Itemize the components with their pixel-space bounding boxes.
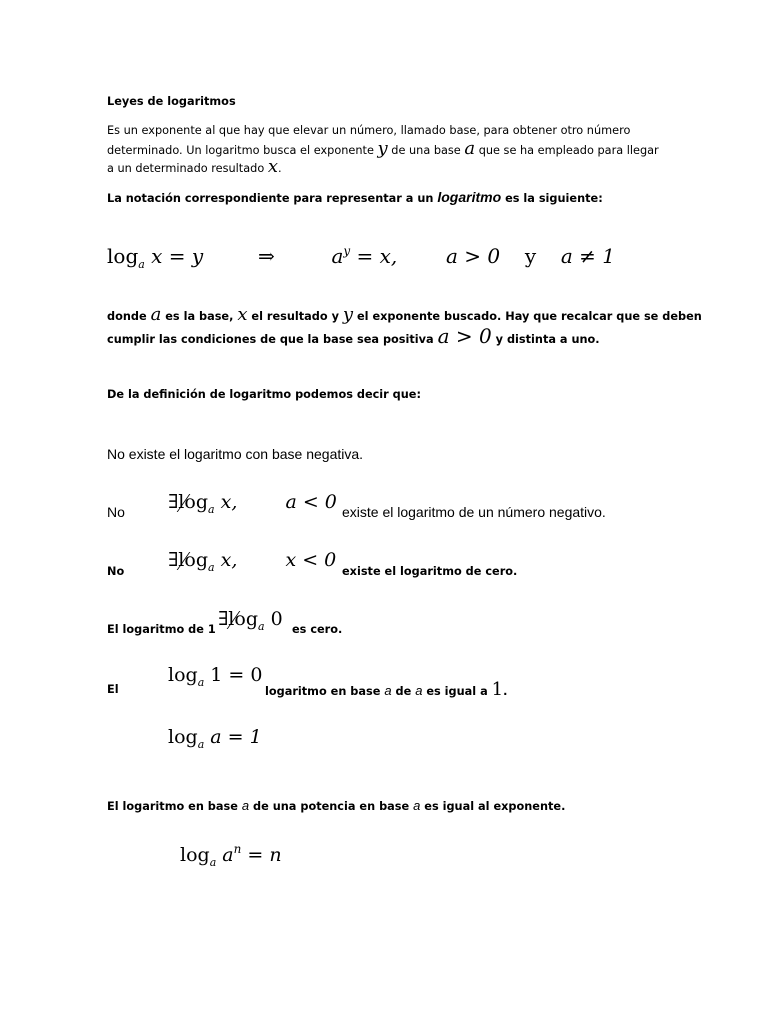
- intro-text-4: que se ha empleado para llegar: [478, 144, 659, 157]
- rule-power-line: [107, 797, 565, 816]
- notation-text-after: es la siguiente:: [505, 192, 603, 205]
- main-pow-rest: = x,: [356, 244, 398, 268]
- explanation-var-y: y: [342, 304, 354, 325]
- formula-not-exists-log-2: ∃log: [168, 549, 208, 571]
- rule-one-desc: es cero.: [292, 623, 343, 636]
- formula-not-exists-log-3: ∃log: [218, 608, 258, 630]
- formula-log-a-log: log: [168, 726, 198, 748]
- main-log: log: [107, 244, 139, 268]
- rule-power-text-1: El logaritmo en base: [107, 800, 238, 813]
- rule-base-text-1: logaritmo en base: [265, 685, 381, 698]
- no-label-2: No: [107, 565, 125, 578]
- main-lhs: x = y: [151, 244, 204, 268]
- explanation-line-1: [107, 306, 702, 326]
- no-label-1: No: [107, 504, 125, 520]
- rule-zero-text: [342, 563, 517, 581]
- title-text: Leyes de logaritmos: [107, 95, 236, 108]
- rule-base-a-1: a: [384, 683, 392, 698]
- rule-zero-desc: existe el logaritmo de cero.: [342, 565, 518, 578]
- definition-intro: [107, 386, 421, 404]
- var-x: x: [267, 156, 278, 177]
- definition-intro-text: De la definición de logaritmo podemos decir que:: [107, 388, 421, 401]
- formula-base-2: a: [208, 561, 215, 574]
- rule-base-one: 1: [491, 679, 504, 700]
- rule-base-el-text: El: [107, 683, 119, 696]
- rule-one-label-text: El logaritmo de 1: [107, 623, 216, 636]
- rule-power-a-2: a: [413, 798, 421, 813]
- rule-zero-no: [107, 563, 124, 581]
- formula-base-1: a: [208, 503, 215, 516]
- notation-line: [107, 188, 603, 208]
- rule-power-text-2: de una potencia en base: [253, 800, 410, 813]
- rule-one-text: [292, 621, 342, 639]
- explanation-var-a: a: [150, 304, 162, 325]
- formula-log-1: [168, 664, 262, 689]
- main-and: y: [524, 244, 537, 268]
- intro-text-1: Es un exponente al que hay que elevar un número, llamado base, para obtener otro número: [107, 124, 631, 137]
- formula-power-pow: a: [222, 844, 234, 866]
- main-pow-base: a: [331, 244, 344, 268]
- main-cond-2: a ≠ 1: [560, 244, 615, 268]
- explanation-text-2: es la base,: [165, 310, 234, 323]
- notation-text-before: La notación correspondiente para representar a un: [107, 192, 434, 205]
- intro-text-5: a un determinado resultado: [107, 162, 265, 175]
- formula-negative-number: [168, 491, 337, 516]
- formula-zero: [168, 549, 336, 574]
- rule-base-end: .: [503, 685, 508, 698]
- rule-negative-number-no: [107, 504, 125, 520]
- rule-base-el: [107, 681, 119, 699]
- explanation-text-5: cumplir las condiciones de que la base sea positiva: [107, 333, 434, 346]
- rule-negative-number-text: [342, 504, 606, 520]
- formula-not-exists-log-1: ∃log: [168, 491, 208, 513]
- intro-line-1: [107, 121, 630, 140]
- rule-one-label: [107, 621, 216, 639]
- formula-log-a: [168, 726, 262, 751]
- page-title: [107, 93, 236, 111]
- var-a: a: [464, 138, 476, 159]
- notation-keyword: logaritmo: [437, 189, 502, 205]
- formula-power: [180, 842, 282, 869]
- rule-negative-base-text: No existe el logaritmo con base negativa.: [107, 446, 364, 462]
- rule-negative-base: [107, 446, 363, 462]
- formula-arg-3: 0: [270, 608, 283, 630]
- formula-condition-1: a < 0: [285, 491, 337, 513]
- formula-arg-1: x,: [220, 491, 238, 513]
- formula-power-base: a: [209, 856, 217, 869]
- explanation-text-1: donde: [107, 310, 147, 323]
- formula-log-1-log: log: [168, 664, 198, 686]
- var-y: y: [377, 138, 388, 159]
- explanation-var-x: x: [237, 304, 248, 325]
- formula-condition-2: x < 0: [285, 549, 337, 571]
- formula-power-log: log: [180, 844, 210, 866]
- rule-base-a-2: a: [415, 683, 423, 698]
- explanation-text-4: el exponente buscado. Hay que recalcar que se deben: [356, 310, 702, 323]
- formula-power-exp: n: [233, 842, 242, 856]
- rule-power-text-3: es igual al exponente.: [424, 800, 566, 813]
- main-cond-1: a > 0: [446, 244, 501, 268]
- main-log-base: a: [138, 258, 145, 271]
- explanation-cond: a > 0: [437, 324, 492, 348]
- rule-base-text-2: de: [395, 685, 412, 698]
- explanation-text-6: y distinta a uno.: [495, 333, 600, 346]
- rule-power-a-1: a: [241, 798, 250, 813]
- main-formula: [107, 244, 615, 271]
- formula-power-rest: = n: [247, 844, 282, 866]
- main-pow-exp: y: [343, 244, 351, 258]
- intro-text-3: de una base: [391, 144, 461, 157]
- formula-log-1-rest: 1 = 0: [210, 664, 263, 686]
- implies-symbol: ⇒: [257, 244, 275, 268]
- formula-arg-2: x,: [220, 549, 238, 571]
- intro-end: .: [278, 162, 282, 175]
- explanation-line-2: [107, 324, 600, 349]
- intro-text-2: determinado. Un logaritmo busca el exponente: [107, 144, 374, 157]
- rule-base-text-3: es igual a: [426, 685, 488, 698]
- explanation-text-3: el resultado y: [251, 310, 339, 323]
- formula-base-3: a: [258, 620, 265, 633]
- formula-log-1-base: a: [197, 676, 205, 689]
- intro-line-3: [107, 157, 282, 178]
- formula-log-a-rest: a = 1: [210, 726, 262, 748]
- rule-base-line: [265, 681, 507, 701]
- rule-negative-number-desc: existe el logaritmo de un número negativo.: [342, 504, 606, 520]
- formula-log-a-base: a: [197, 738, 205, 751]
- formula-one: [218, 608, 283, 633]
